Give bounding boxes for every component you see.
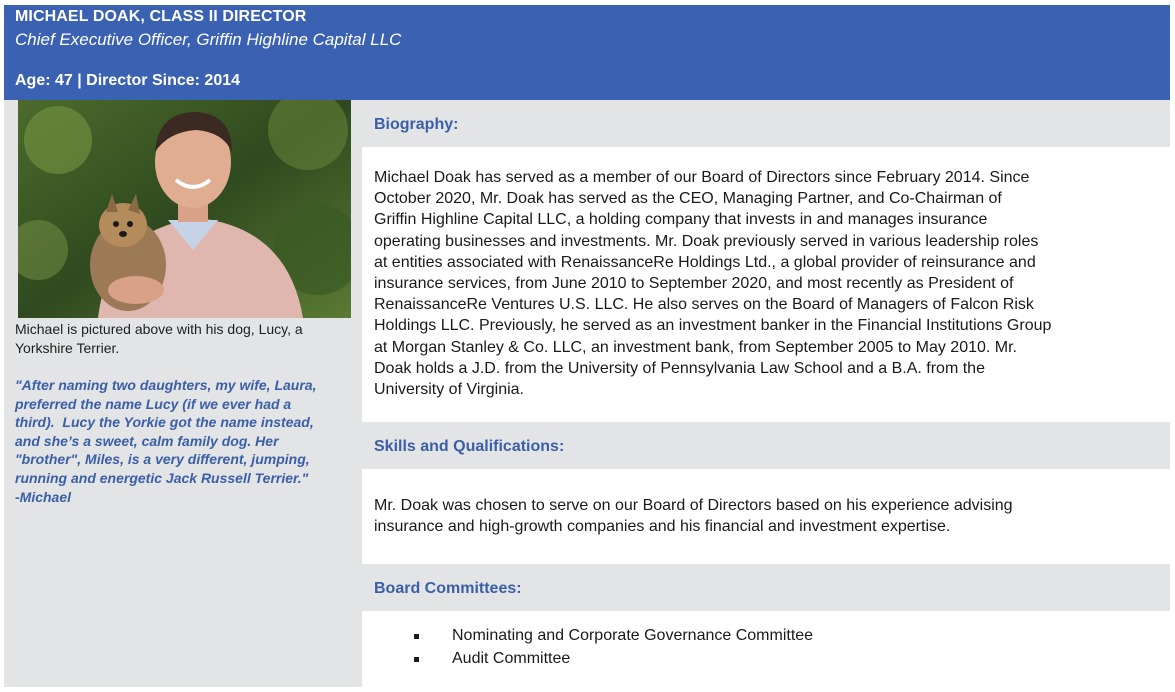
quote-line: "brother", Miles, is a very different, jumping, — [15, 451, 310, 468]
director-quote — [15, 376, 353, 506]
biography-line: Michael Doak has served as a member of our Board of Directors since February 2014. Since — [374, 169, 1030, 186]
quote-line: preferred the name Lucy (if we ever had a — [15, 395, 292, 412]
committee-name: Nominating and Corporate Governance Committee — [452, 627, 814, 644]
quote-attribution: -Michael — [15, 488, 72, 505]
skills-line: Mr. Doak was chosen to serve on our Board of Directors based on his experience advising — [374, 497, 1013, 514]
biography-line: insurance services, from June 2010 to September 2020, and most recently as President of — [374, 275, 1014, 293]
biography-line: University of Virginia. — [374, 381, 524, 399]
bullet-icon — [414, 634, 419, 639]
biography-line: at Morgan Stanley & Co. LLC, an investment bank, from September 2005 to May 2010. Mr. — [374, 338, 1017, 356]
biography-line: Griffin Highline Capital LLC, a holding company that invests in and manages insurance — [374, 211, 988, 229]
skills-heading: Skills and Qualifications: — [374, 438, 565, 455]
biography-line: operating businesses and investments. Mr. Doak previously served in various leadership roles — [374, 232, 1039, 250]
skills-line: insurance and high-growth companies and his financial and investment expertise. — [374, 518, 951, 536]
biography-line: Doak holds a J.D. from the University of Pennsylvania Law School and a B.A. from the — [374, 359, 985, 377]
director-photo — [18, 100, 351, 318]
age-director-since: Age: 47 | Director Since: 2014 — [15, 72, 241, 89]
committees-heading-bar — [362, 564, 1170, 611]
committee-name: Audit Committee — [452, 650, 571, 667]
director-title: Chief Executive Officer, Griffin Highline Capital LLC — [15, 30, 402, 49]
bullet-icon — [414, 657, 419, 662]
biography-heading: Biography: — [374, 116, 459, 133]
quote-line: third). Lucy the Yorkie got the name instead, — [15, 414, 314, 431]
details-panel — [362, 100, 1170, 687]
director-name: MICHAEL DOAK, CLASS II DIRECTOR — [15, 8, 307, 25]
left-sidebar — [4, 100, 362, 687]
committees-heading: Board Committees: — [374, 580, 522, 597]
biography-heading-bar — [362, 100, 1170, 147]
quote-line: "After naming two daughters, my wife, Laura, — [15, 377, 317, 393]
skills-heading-bar — [362, 422, 1170, 469]
biography-line: RenaissanceRe Ventures U.S. LLC. He also serves on the Board of Managers of Falcon Risk — [374, 296, 1034, 314]
quote-line: running and energetic Jack Russell Terrier." — [15, 469, 309, 486]
biography-line: Holdings LLC. Previously, he served as an investment banker in the Financial Institutions Group — [374, 317, 1052, 335]
biography-line: October 2020, Mr. Doak has served as the CEO, Managing Partner, and Co-Chairman of — [374, 190, 1002, 208]
director-header — [4, 5, 1170, 100]
quote-line: and she’s a sweet, calm family dog. Her — [15, 432, 279, 449]
skills-text — [374, 495, 1164, 537]
biography-line: at entities associated with RenaissanceRe Holdings Ltd., a global provider of reinsurance and — [374, 253, 1036, 271]
biography-text — [374, 167, 1164, 400]
photo-caption: Michael is pictured above with his dog, Lucy, a Yorkshire Terrier. — [15, 321, 303, 356]
